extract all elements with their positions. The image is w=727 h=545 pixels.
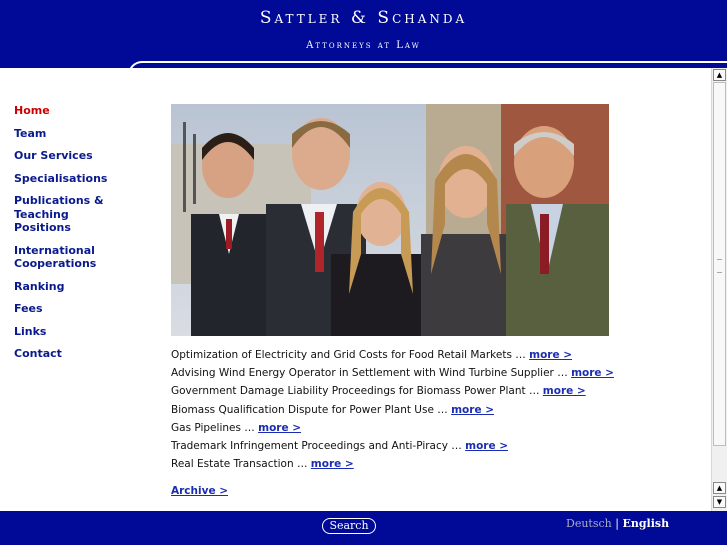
search-button[interactable]: Search <box>322 518 376 534</box>
nav-item-contact[interactable]: Contact <box>14 347 62 360</box>
scrollbar-thumb[interactable] <box>713 82 726 446</box>
news-item <box>171 403 651 421</box>
news-item <box>171 366 651 384</box>
news-item-text: Government Damage Liability Proceedings for Biomass Power Plant … <box>171 385 540 398</box>
scroll-down-icon[interactable]: ▼ <box>713 496 726 508</box>
news-item <box>171 348 651 366</box>
archive-link[interactable]: Archive > <box>171 485 229 497</box>
nav-item-publications[interactable]: Publications & Teaching Positions <box>14 194 104 234</box>
main-navigation <box>14 104 124 370</box>
more-link[interactable]: more > <box>465 439 509 452</box>
more-link[interactable]: more > <box>571 367 614 380</box>
vertical-scrollbar[interactable] <box>711 68 727 511</box>
news-item-text: Biomass Qualification Dispute for Power Plant Use … <box>171 403 448 416</box>
nav-item-our-services[interactable]: Our Services <box>14 149 93 162</box>
language-switcher <box>566 517 669 530</box>
news-item <box>171 421 651 439</box>
news-item-text: Real Estate Transaction … <box>171 458 308 471</box>
team-photo <box>171 104 609 336</box>
site-header <box>0 0 727 68</box>
lang-english-link[interactable]: English <box>622 517 670 530</box>
scrollbar-grip-icon <box>717 259 722 273</box>
news-item-text: Optimization of Electricity and Grid Costs for Food Retail Markets … <box>171 349 526 361</box>
more-link[interactable]: more > <box>258 421 302 434</box>
news-item <box>171 439 651 457</box>
lang-deutsch-link[interactable]: Deutsch <box>566 517 612 530</box>
nav-item-international-cooperations[interactable]: International Cooperations <box>14 243 97 270</box>
more-link[interactable]: more > <box>529 349 573 361</box>
news-item-text: Trademark Infringement Proceedings and Anti-Piracy … <box>171 439 462 452</box>
nav-item-links[interactable]: Links <box>14 324 47 338</box>
news-item-text: Advising Wind Energy Operator in Settlement with Wind Turbine Supplier … <box>171 367 568 380</box>
scroll-up-icon[interactable]: ▲ <box>713 482 726 494</box>
more-link[interactable]: more > <box>451 403 495 416</box>
nav-item-specialisations[interactable]: Specialisations <box>14 171 108 185</box>
lang-separator: | <box>615 517 619 530</box>
news-item <box>171 384 651 402</box>
nav-item-ranking[interactable]: Ranking <box>14 279 65 293</box>
brand-name: Sattler & Schanda <box>259 8 468 28</box>
news-list <box>171 348 651 475</box>
news-item-text: Gas Pipelines … <box>171 421 255 434</box>
nav-item-home[interactable]: Home <box>14 104 50 117</box>
scroll-up-icon[interactable]: ▲ <box>713 69 726 81</box>
brand-tagline: Attorneys at Law <box>306 40 421 51</box>
nav-item-fees[interactable]: Fees <box>14 302 43 315</box>
more-link[interactable]: more > <box>310 458 354 471</box>
more-link[interactable]: more > <box>542 385 586 398</box>
news-item <box>171 457 651 475</box>
nav-item-team[interactable]: Team <box>14 126 47 140</box>
